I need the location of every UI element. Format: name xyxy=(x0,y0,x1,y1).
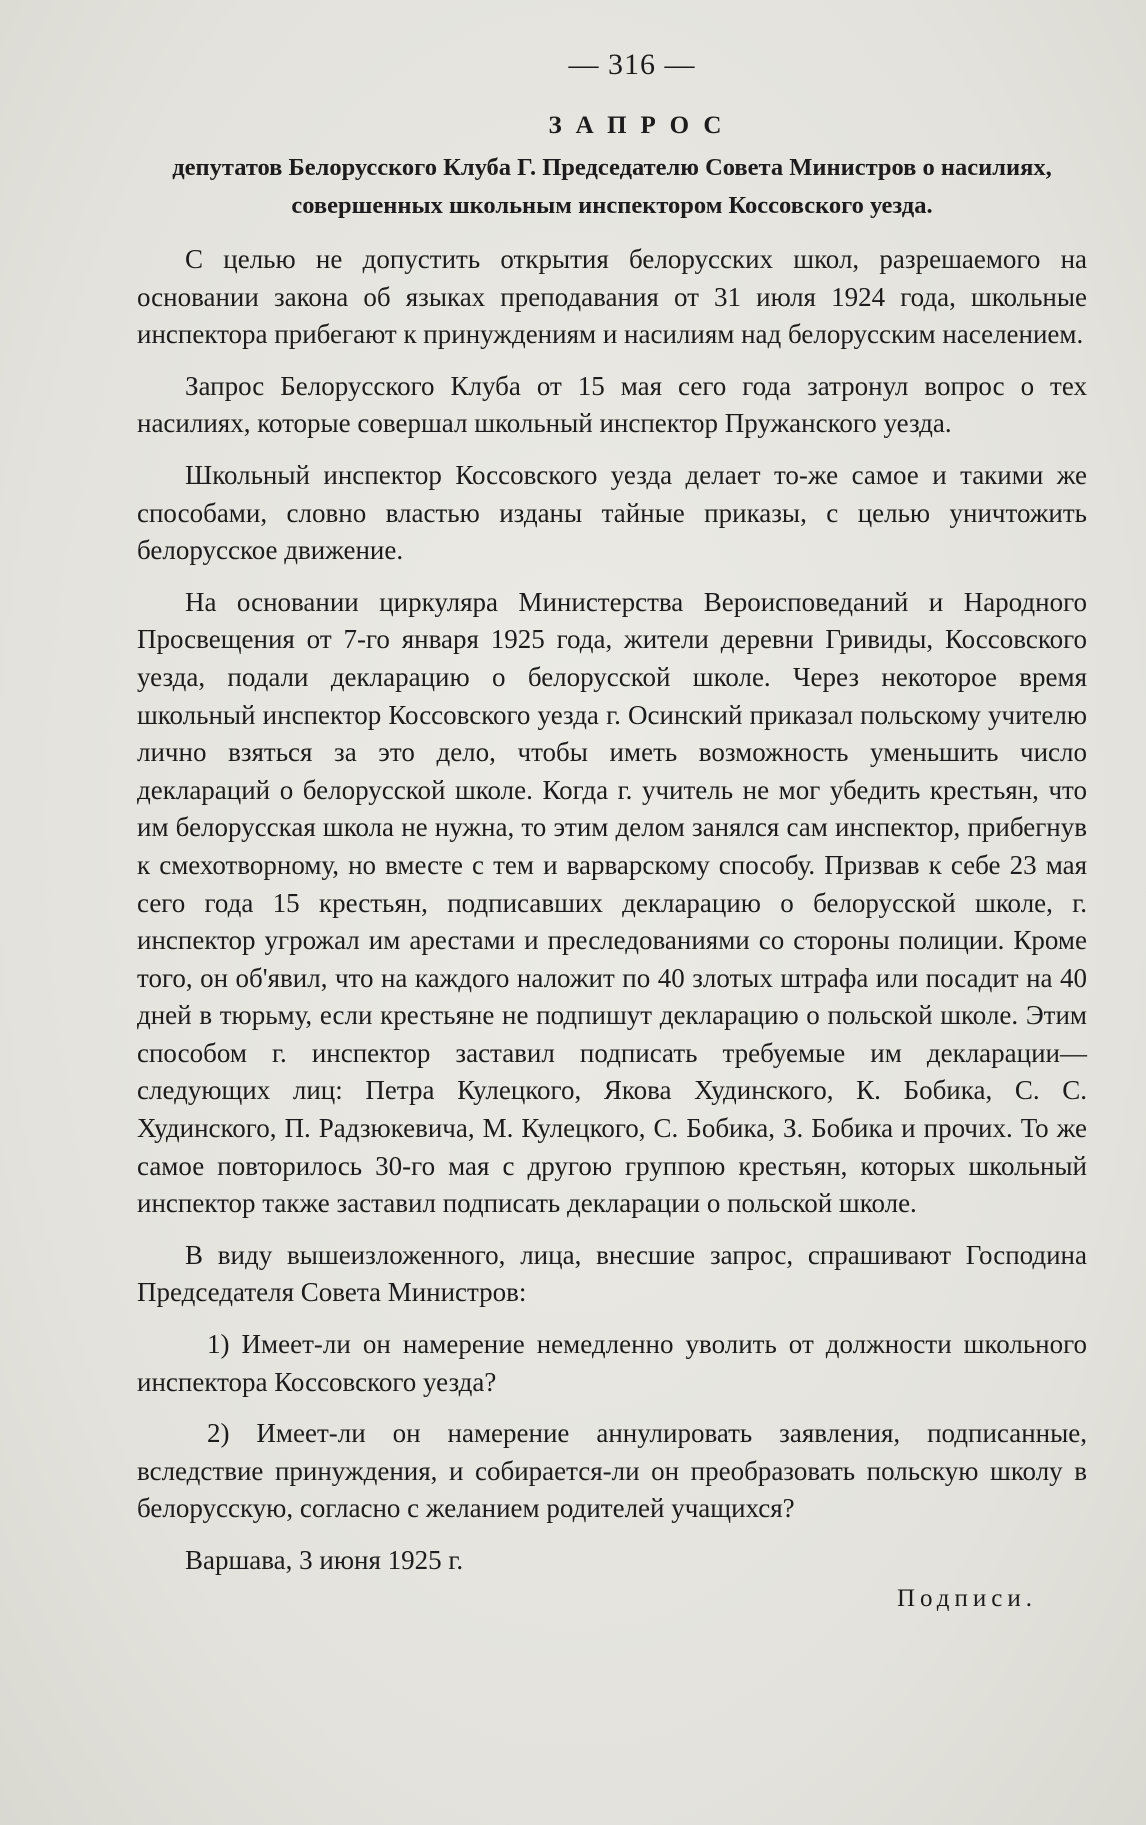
paragraph-1: С целью не допустить открытия белорусских школ, разрешаемого на основании закона об языках преподавания от 31 июля 1924 года, школьные инспектора прибегают к принуждениям и насилиям над белорусским населением. xyxy=(137,244,1087,350)
paragraph-4: На основании циркуляра Министерства Вероисповеданий и Народного Просвещения от 7-го января 1925 года, жители деревни Гривиды, Коссовского уезда, подали декларацию о белорусской школе. Через некоторое время школьный инспектор Коссовского уезда г. Осинский приказал польскому учителю лично взяться за это дело, чтобы иметь возможность уменьшить число деклараций о белорусской школе. Когда г. учитель не мог убедить крестьян, что им белорусская школа не нужна, то этим делом занялся сам инспектор, прибегнув к смехотворному, но вместе с тем и варварскому способу. Призвав к себе 23 мая сего года 15 крестьян, подписавших декларацию о белорусской школе, г. инспектор угрожал им арестами и преследованиями со стороны полиции. Кроме того, он об'явил, что на каждого наложит по 40 злотых штрафа или посадит на 40 дней в тюрьму, если крестьяне не подпишут декларацию о польской школе. Этим способом г. инспектор заставил подписать требуемые им декларации—следующих лиц: Петра Кулецкого, Якова Худинского, К. Бобика, С. С. Худинского, П. Радзюкевича, М. Кулецкого, С. Бобика, З. Бобика и прочих. То же самое повторилось 30-го мая с другою группою крестьян, которых школьный инспектор также заставил подписать декларации о польской школе. xyxy=(137,586,1087,1219)
document-subtitle: депутатов Белорусского Клуба Г. Председателю Совета Министров о насилиях, совершенных школьным инспектором Коссовского уезда. xyxy=(172,154,1052,219)
page-number: — 316 — xyxy=(568,48,696,81)
paragraph-3: Школьный инспектор Коссовского уезда делает то-же самое и такими же способами, словно властью изданы тайные приказы, с целью уничтожить белорусское движение. xyxy=(137,459,1087,566)
question-1: 1) Имеет-ли он намерение немедленно уволить от должности школьного инспектора Коссовского уезда? xyxy=(137,1329,1087,1397)
place-and-date: Варшава, 3 июня 1925 г. xyxy=(185,1545,464,1575)
document-title: ЗАПРОС xyxy=(548,112,736,139)
paragraph-5: В виду вышеизложенного, лица, внесшие запрос, спрашивают Господина Председателя Совета Министров: xyxy=(137,1239,1087,1308)
paragraph-2: Запрос Белорусского Клуба от 15 мая сего года затронул вопрос о тех насилиях, которые совершал школьный инспектор Пружанского уезда. xyxy=(137,370,1087,439)
signature-line: Подписи. xyxy=(896,1585,1037,1612)
question-2: 2) Имеет-ли он намерение аннулировать заявления, подписанные, вследствие принуждения, и собирается-ли он преобразовать польскую школу в белорусскую, согласно с желанием родителей учащихся? xyxy=(137,1418,1087,1524)
document-body xyxy=(137,48,1087,1613)
